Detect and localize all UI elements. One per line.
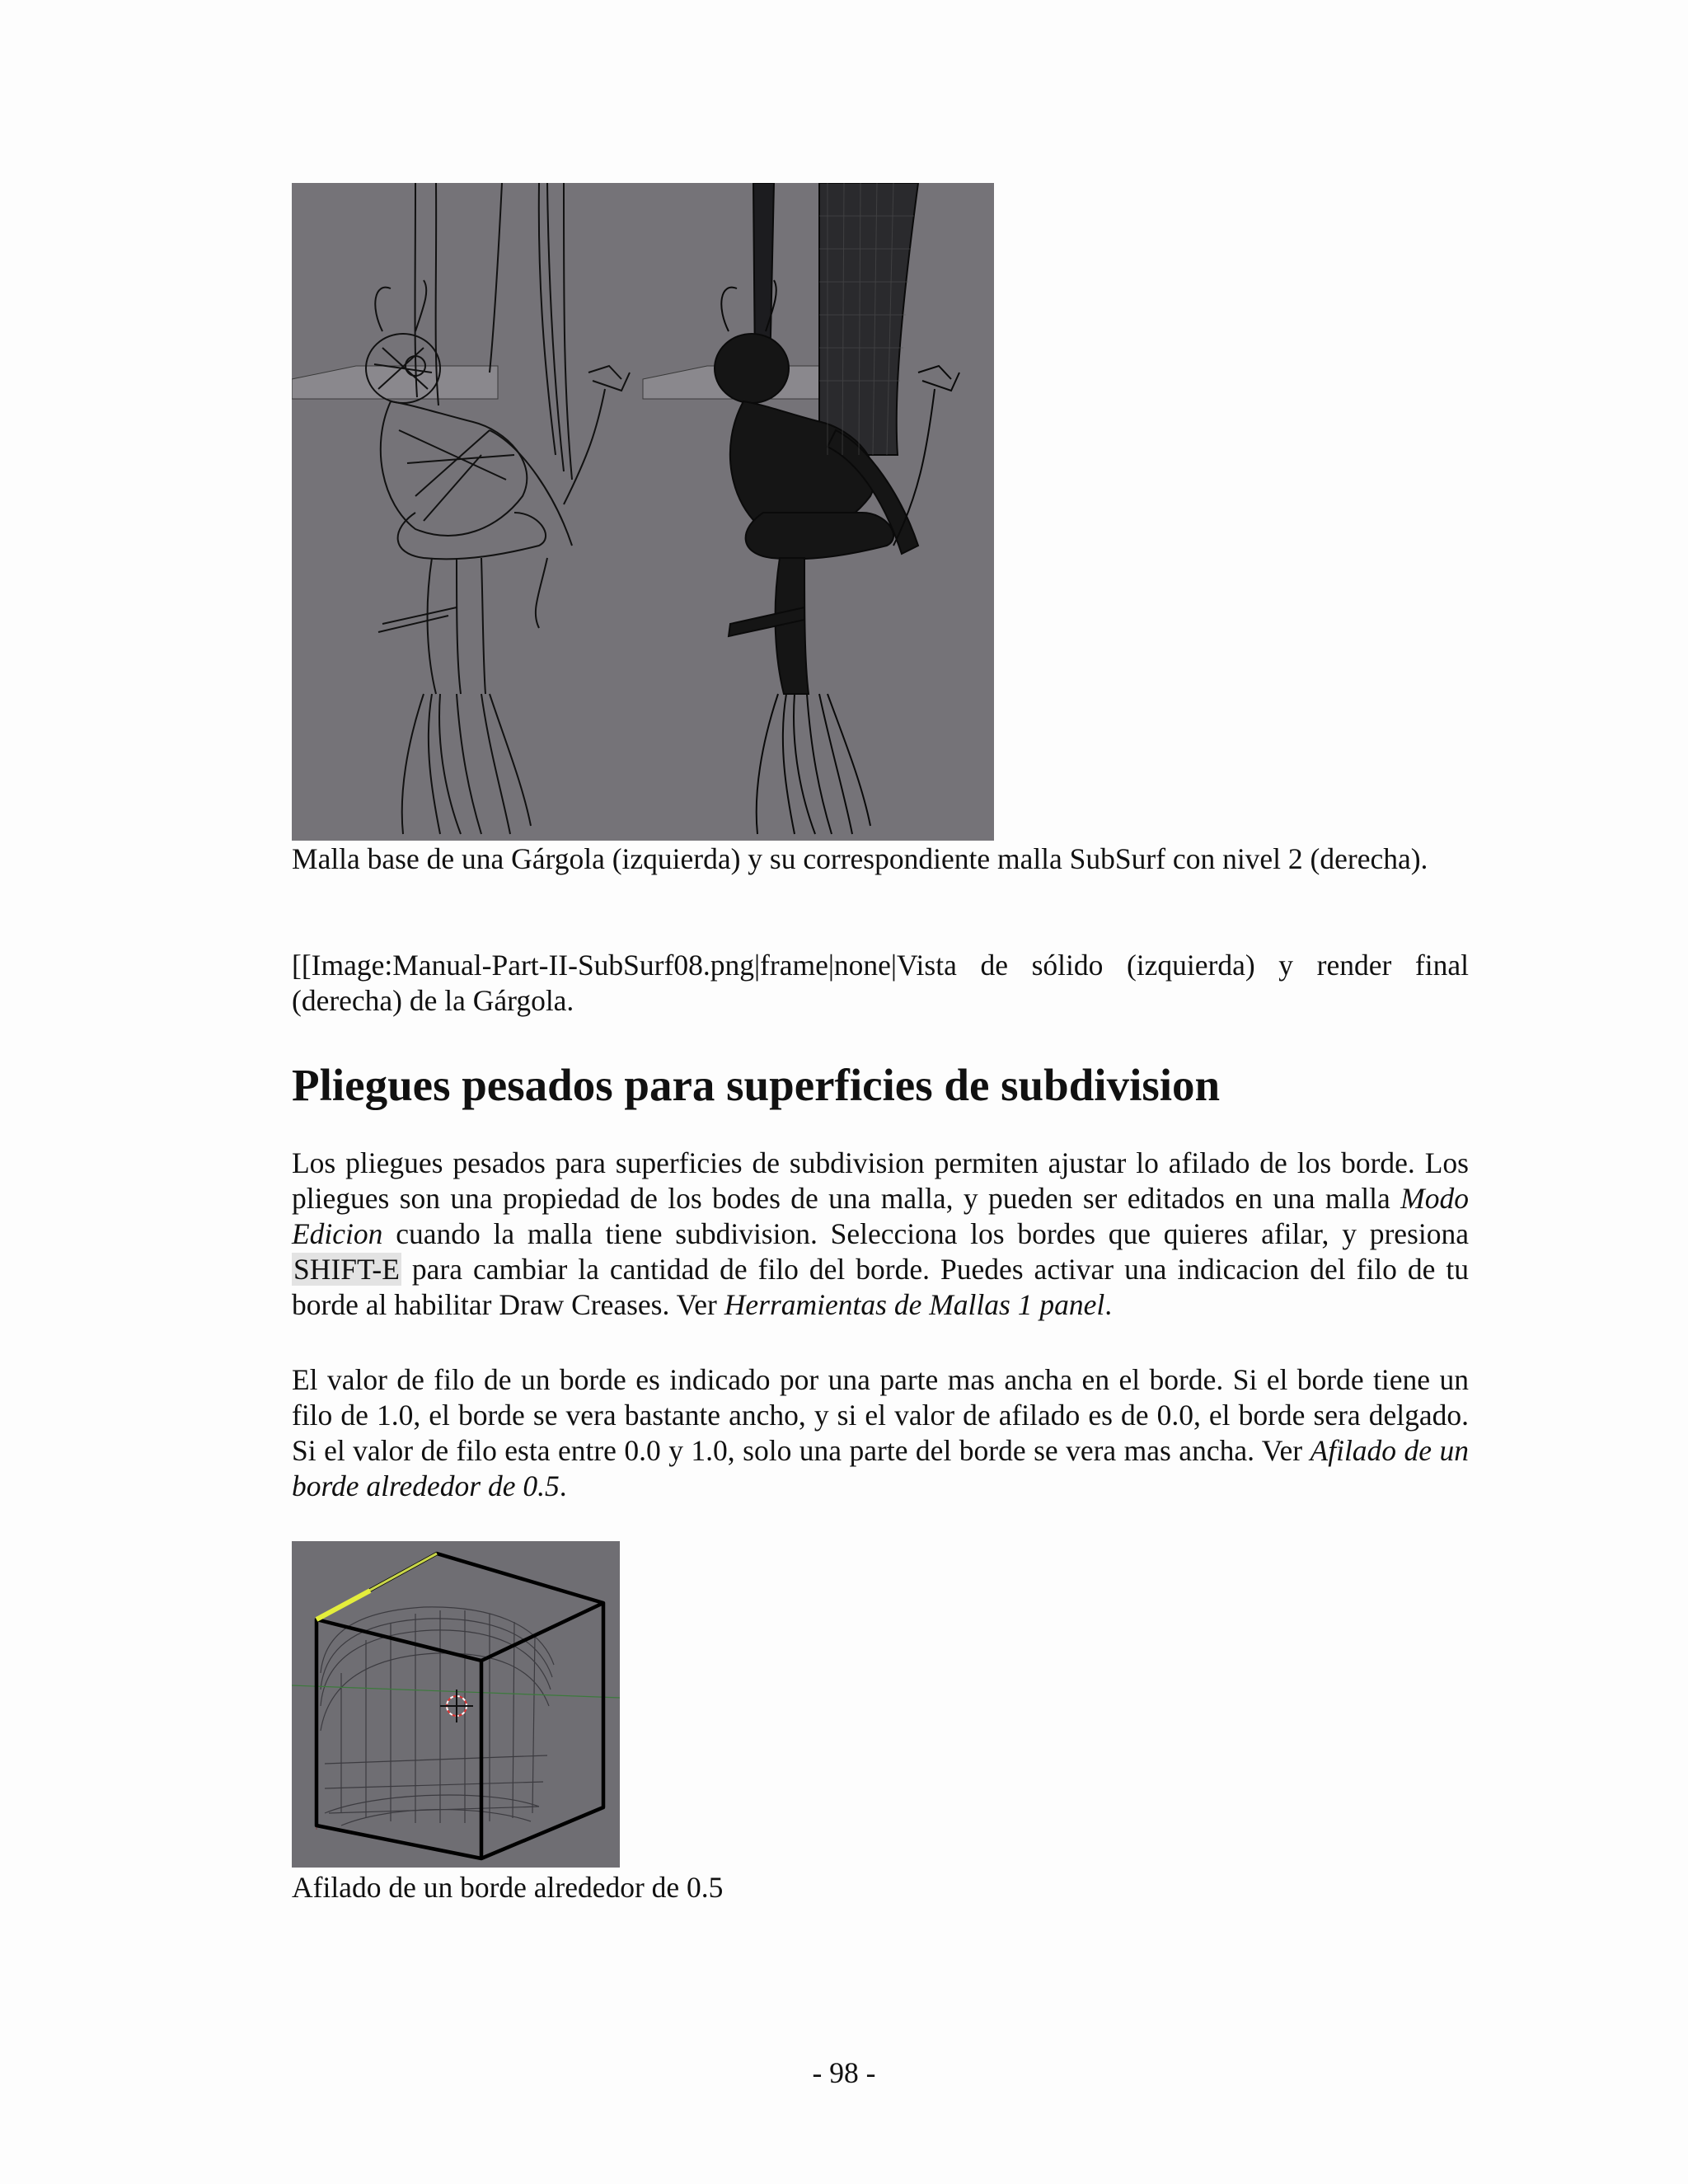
paragraph-crease-value xyxy=(292,1362,1469,1504)
figure-reference: Afilado de un borde alrededor de 0.5 xyxy=(292,1434,1469,1502)
edit-mode-term: Modo Edicion xyxy=(292,1182,1469,1250)
para1-text-2: cuando la malla tiene subdivision. Selecciona los bordes que quieres afilar, y presiona xyxy=(382,1217,1469,1250)
gargoyle-mesh-figure xyxy=(292,183,994,841)
image-reference: [[Image:Manual-Part-II-SubSurf08.png|frame|none|Vista de sólido (izquierda) y render final (derecha) de la Gárgola. xyxy=(292,949,1469,1017)
crease-cube-figure xyxy=(292,1541,620,1868)
para1-text-3: para cambiar la cantidad de filo del borde. Puedes activar una indicacion del filo de tu borde al habilitar Draw Creases. Ver xyxy=(292,1253,1469,1321)
para1-text-1: Los pliegues pesados para superficies de subdivision permiten ajustar lo afilado de los borde. Los pliegues son una propiedad de los bodes de una malla, y pueden ser editados en una malla xyxy=(292,1146,1469,1215)
section-heading: Pliegues pesados para superficies de subdivision xyxy=(292,1060,1221,1110)
shortcut-key: SHIFT-E xyxy=(293,1253,400,1286)
figure2-caption: Afilado de un borde alrededor de 0.5 xyxy=(292,1871,724,1904)
para2-text-2: . xyxy=(559,1469,567,1502)
para2-text-1: El valor de filo de un borde es indicado por una parte mas ancha en el borde. Si el borde tiene un filo de 1.0, el borde se vera bastante ancho, y si el valor de afilado es de 0.0, el borde sera delgado. Si el valor de filo esta entre 0.0 y 1.0, solo una parte del borde se vera mas ancha. Ver xyxy=(292,1363,1469,1467)
para1-text-4: . xyxy=(1104,1288,1113,1321)
figure1-caption: Malla base de una Gárgola (izquierda) y su correspondiente malla SubSurf con nivel 2 (derecha). xyxy=(292,842,1428,875)
page-number: - 98 - xyxy=(812,2056,876,2089)
mesh-tools-reference: Herramientas de Mallas 1 panel xyxy=(724,1288,1105,1321)
paragraph-creases xyxy=(292,1146,1469,1323)
